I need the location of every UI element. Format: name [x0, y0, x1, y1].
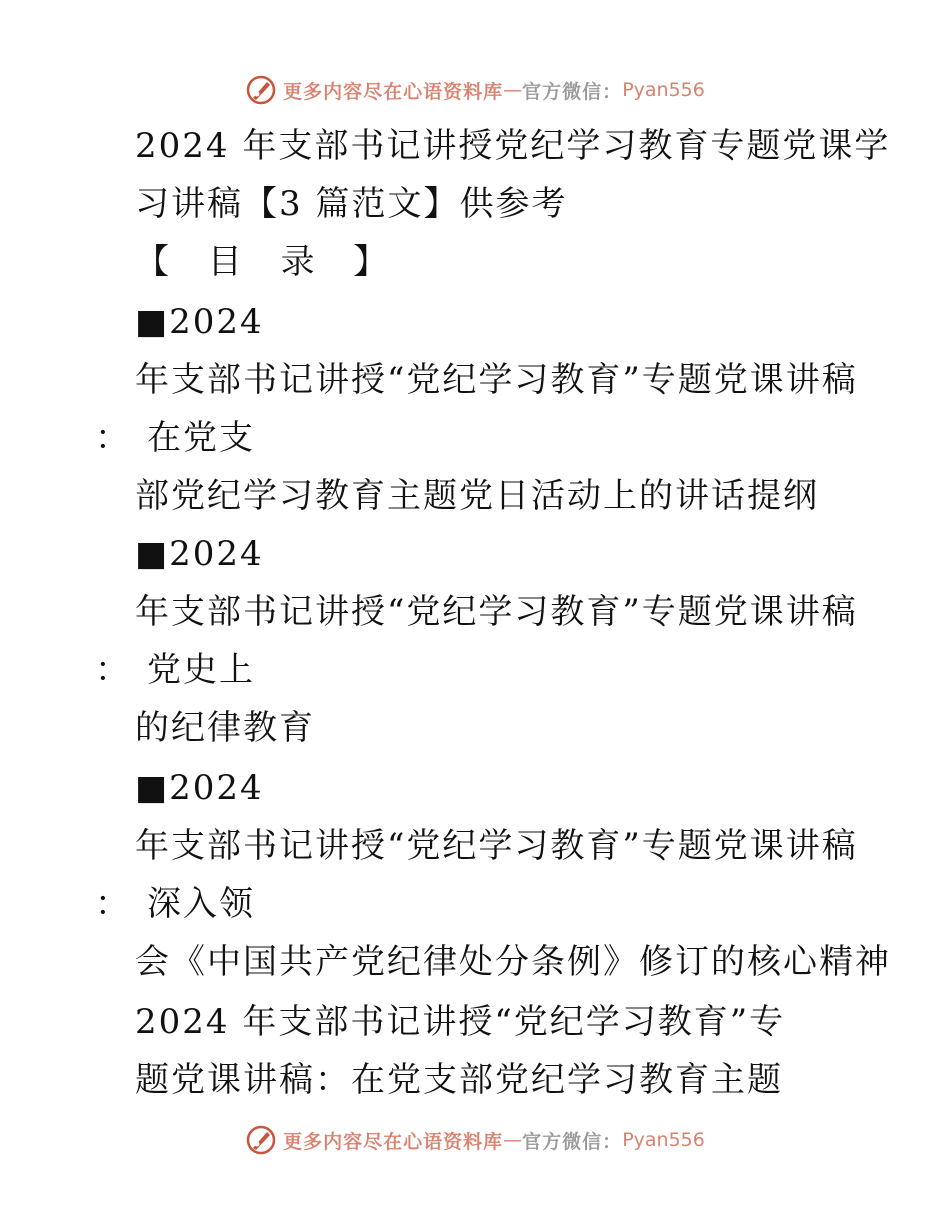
footer-watermark	[0, 1120, 950, 1160]
quill-pen-badge-icon	[245, 74, 277, 106]
toc-item-2-marker: ■2024	[135, 534, 264, 574]
toc-item-3-line-3: 会《中国共产党纪律处分条例》修订的核心精神	[135, 942, 891, 982]
toc-item-1-line-2-text: 在党支	[147, 418, 255, 458]
watermark-main-text: 更多内容尽在心语资料库	[283, 1130, 504, 1153]
watermark-official-label: 官方微信：	[522, 80, 623, 103]
watermark-account-id: Pyan556	[622, 1129, 705, 1151]
toc-item-2-colon: ：	[95, 650, 131, 690]
document-title-line-1: 2024 年支部书记讲授党纪学习教育专题党课学	[135, 126, 891, 166]
quill-pen-badge-icon	[245, 1124, 277, 1156]
document-title-line-2: 习讲稿【3 篇范文】供参考	[135, 184, 568, 224]
body-line-2: 题党课讲稿：在党支部党纪学习教育主题	[135, 1060, 783, 1100]
toc-heading: 【 目 录 】	[135, 242, 402, 282]
toc-item-1-colon: ：	[95, 418, 131, 458]
watermark-dash: —	[503, 79, 523, 101]
toc-item-2-line-2-text: 党史上	[147, 650, 255, 690]
toc-item-3-marker: ■2024	[135, 768, 264, 808]
toc-item-1-line-2	[95, 416, 255, 460]
body-line-1: 2024 年支部书记讲授“党纪学习教育”专	[135, 1002, 786, 1042]
toc-item-3-colon: ：	[95, 884, 131, 924]
header-watermark	[0, 70, 950, 110]
toc-item-2-line-2	[95, 648, 255, 692]
toc-item-1-line-1: 年支部书记讲授“党纪学习教育”专题党课讲稿	[135, 360, 858, 400]
toc-item-2-line-1: 年支部书记讲授“党纪学习教育”专题党课讲稿	[135, 592, 858, 632]
watermark-account-id: Pyan556	[622, 79, 705, 101]
toc-item-3-line-1: 年支部书记讲授“党纪学习教育”专题党课讲稿	[135, 826, 858, 866]
watermark-dash: —	[503, 1129, 523, 1151]
toc-item-2-line-3: 的纪律教育	[135, 708, 315, 748]
toc-item-3-line-2	[95, 882, 255, 926]
watermark-official-label: 官方微信：	[522, 1130, 623, 1153]
watermark-main-text: 更多内容尽在心语资料库	[283, 80, 504, 103]
toc-item-1-line-3: 部党纪学习教育主题党日活动上的讲话提纲	[135, 476, 819, 516]
toc-item-3-line-2-text: 深入领	[147, 884, 255, 924]
toc-item-1-marker: ■2024	[135, 302, 264, 342]
